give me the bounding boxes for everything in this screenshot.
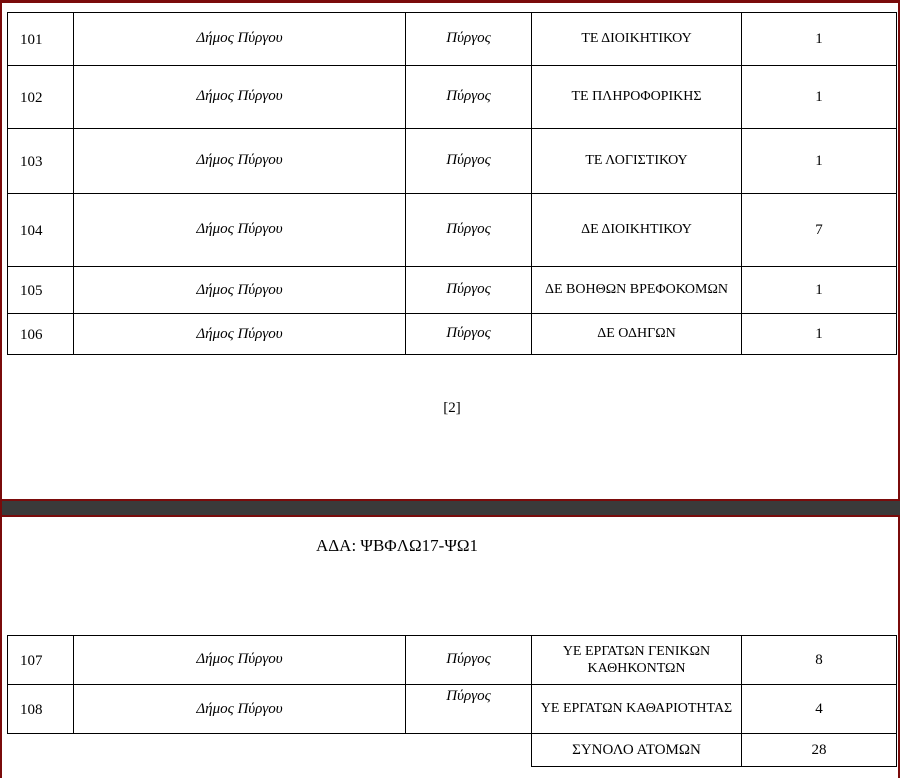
total-label-text: ΣΥΝΟΛΟ ΑΤΟΜΩΝ [572,741,701,758]
cell-entity [74,129,406,194]
city-text: Πύργος [446,87,491,104]
cell-city [406,66,532,129]
specialty-text: ΤΕ ΔΙΟΙΚΗΤΙΚΟΥ [581,31,692,47]
cell-entity [74,636,406,685]
cell-code [8,129,74,194]
city-text: Πύργος [446,688,491,704]
cell-specialty [532,314,742,355]
cell-entity [74,685,406,734]
cell-specialty [532,636,742,685]
cell-count [742,636,897,685]
specialty-text: ΤΕ ΠΛΗΡΟΦΟΡΙΚΗΣ [571,89,702,105]
entity-text: Δήμος Πύργου [196,29,283,46]
table-row-total [8,734,897,767]
page-break-band [2,501,900,515]
code-text: 106 [20,326,43,343]
code-text: 107 [20,652,43,669]
cell-city [406,194,532,267]
specialty-text: ΥΕ ΕΡΓΑΤΩΝ ΓΕΝΙΚΩΝ ΚΑΘΗΚΟΝΤΩΝ [562,643,711,676]
cell-city [406,267,532,314]
entity-text: Δήμος Πύργου [196,87,283,104]
cell-empty [406,734,532,767]
cell-code [8,267,74,314]
cell-specialty [532,194,742,267]
specialty-text: ΥΕ ΕΡΓΑΤΩΝ ΚΑΘΑΡΙΟΤΗΤΑΣ [540,701,733,717]
ada-code: ΑΔΑ: ΨΒΦΛΩ17-ΨΩ1 [315,536,479,555]
table-row [8,194,897,267]
cell-count [742,267,897,314]
table-row [8,314,897,355]
entity-text: Δήμος Πύργου [196,220,283,237]
table-row [8,13,897,66]
code-text: 103 [20,153,43,170]
cell-entity [74,13,406,66]
city-text: Πύργος [446,220,491,237]
cell-count [742,194,897,267]
cell-count [742,13,897,66]
entity-text: Δήμος Πύργου [196,650,283,667]
specialty-text: ΤΕ ΛΟΓΙΣΤΙΚΟΥ [585,153,688,169]
cell-count [742,129,897,194]
cell-city [406,129,532,194]
count-text: 1 [815,325,823,342]
cell-city [406,314,532,355]
cell-specialty [532,685,742,734]
table-row [8,267,897,314]
cell-code [8,636,74,685]
count-text: 7 [815,221,823,238]
count-text: 4 [815,700,823,717]
entity-text: Δήμος Πύργου [196,325,283,342]
code-text: 108 [20,701,43,718]
positions-table-bottom [7,635,897,767]
count-text: 1 [815,30,823,47]
cell-city [406,13,532,66]
cell-specialty [532,129,742,194]
code-text: 102 [20,89,43,106]
cell-count [742,685,897,734]
cell-empty [74,734,406,767]
page-break-rule-bottom [2,515,900,517]
cell-entity [74,314,406,355]
city-text: Πύργος [446,29,491,46]
page-top-rule [2,0,900,3]
code-text: 101 [20,31,43,48]
cell-count [742,66,897,129]
entity-text: Δήμος Πύργου [196,700,283,717]
cell-city [406,636,532,685]
total-value-text: 28 [811,741,827,758]
cell-total-value [742,734,897,767]
cell-specialty [532,13,742,66]
specialty-text: ΔΕ ΔΙΟΙΚΗΤΙΚΟΥ [581,222,692,238]
cell-code [8,13,74,66]
cell-empty [8,734,74,767]
city-text: Πύργος [446,650,491,667]
count-text: 1 [815,152,823,169]
table-row [8,129,897,194]
cell-city [406,685,532,734]
cell-specialty [532,66,742,129]
specialty-text: ΔΕ ΟΔΗΓΩΝ [597,326,676,342]
cell-code [8,194,74,267]
cell-code [8,685,74,734]
entity-text: Δήμος Πύργου [196,151,283,168]
code-text: 105 [20,282,43,299]
city-text: Πύργος [446,280,491,297]
count-text: 1 [815,281,823,298]
cell-code [8,314,74,355]
cell-count [742,314,897,355]
city-text: Πύργος [446,324,491,341]
cell-total-label [532,734,742,767]
cell-code [8,66,74,129]
count-text: 8 [815,651,823,668]
cell-entity [74,194,406,267]
code-text: 104 [20,222,43,239]
cell-entity [74,267,406,314]
cell-specialty [532,267,742,314]
table-row [8,66,897,129]
count-text: 1 [815,88,823,105]
page-number: [2] [443,400,461,416]
entity-text: Δήμος Πύργου [196,281,283,298]
positions-table-top [7,12,897,355]
cell-entity [74,66,406,129]
city-text: Πύργος [446,151,491,168]
table-row [8,636,897,685]
table-row [8,685,897,734]
specialty-text: ΔΕ ΒΟΗΘΩΝ ΒΡΕΦΟΚΟΜΩΝ [545,282,728,298]
